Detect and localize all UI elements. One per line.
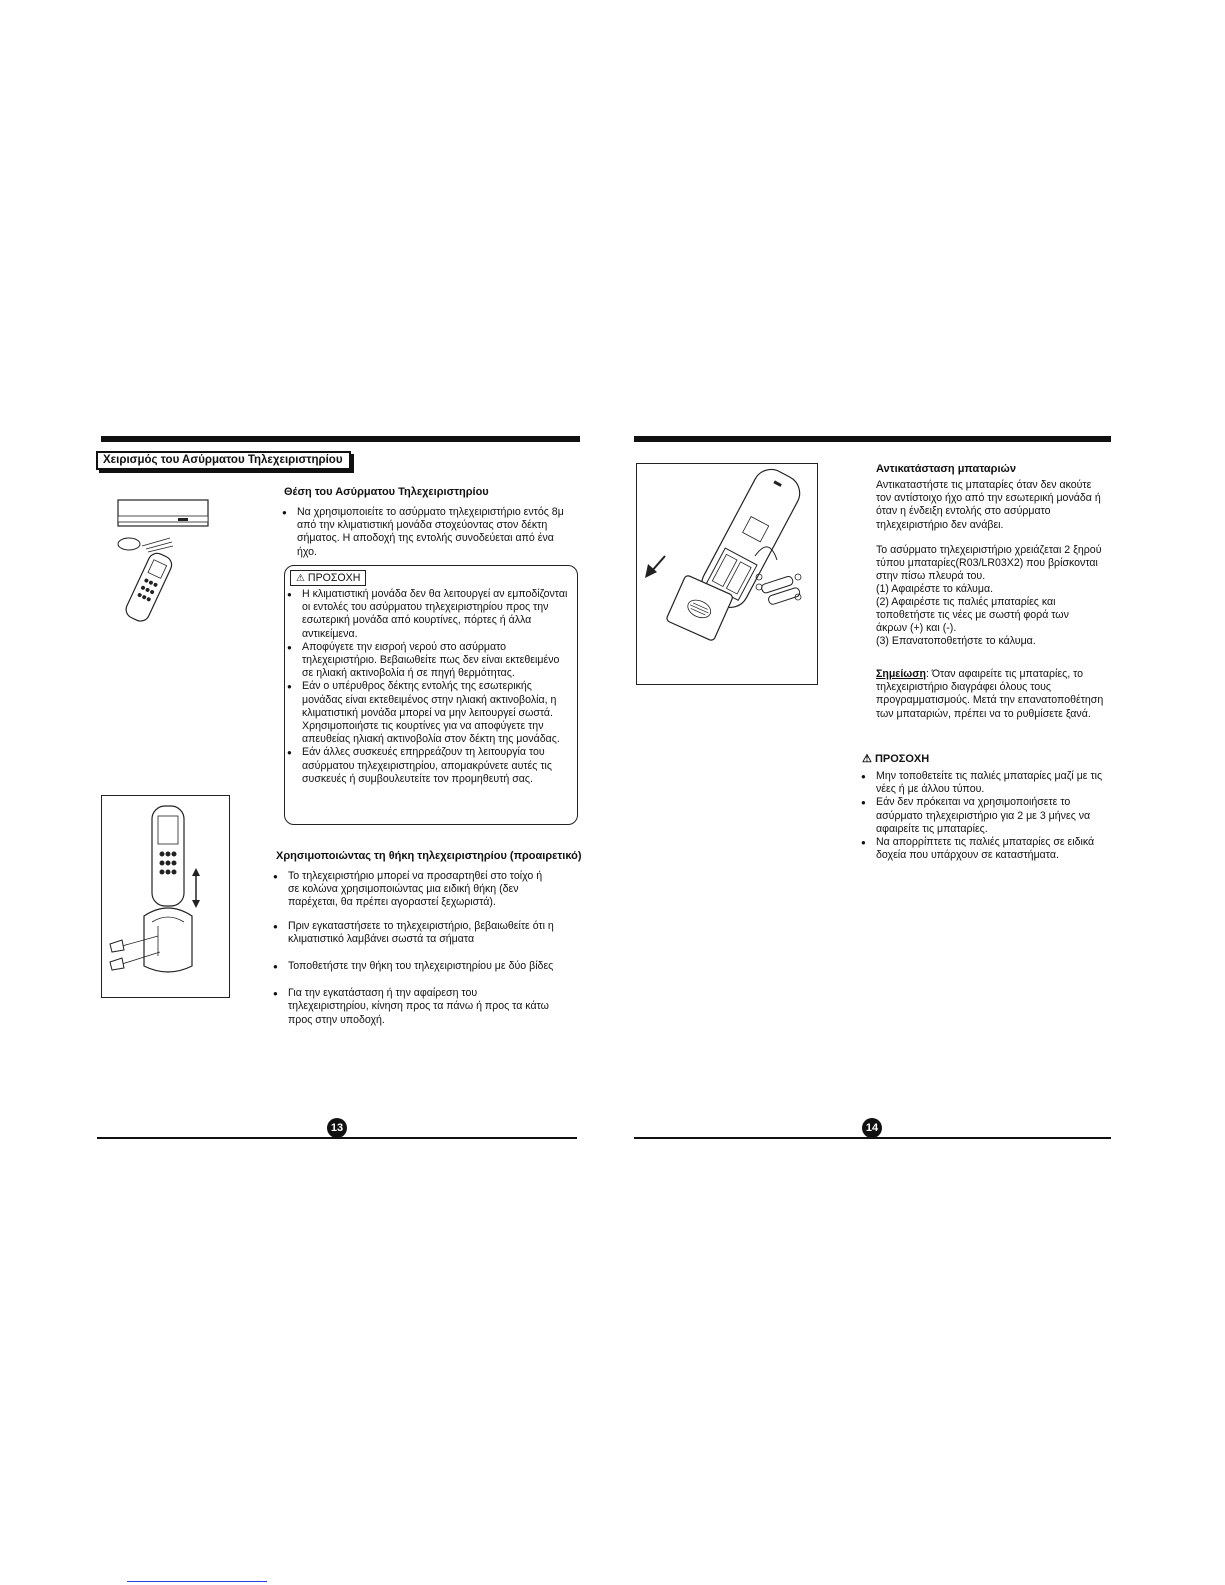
caution-list-right bbox=[859, 770, 1111, 862]
note-text: : Όταν αφαιρείτε τις μπαταρίες, το τηλεχειριστήριο διαγράφει όλους τους προγραμματισμούς. Μετά την επανατοποθέτηση των μπαταριών, πρέπει να το ρυθμίσετε ξανά. bbox=[876, 668, 1104, 720]
right-bottom-rule bbox=[634, 1137, 1111, 1139]
battery-step-2: (2) Αφαιρέστε τις παλιές μπαταρίες και τοποθετήστε τις νέες με σωστή φορά των άκρων (+) και (-). bbox=[876, 596, 1069, 635]
list-item: ● Εάν ο υπέρυθρος δέκτης εντολής της εσωτερικής μονάδας είναι εκτεθειμένος στην ηλιακή ακτινοβολία, η κλιματιστική μονάδα μπορεί να μην λειτουργεί σωστά. Χρησιμοποιήστε τις κουρτίνες για να αποφύγετε την απευθείας ηλιακή ακτινοβολία στον δέκτη της μονάδας. bbox=[285, 680, 570, 746]
left-top-rule bbox=[101, 436, 580, 442]
note-label: Σημείωση bbox=[876, 668, 926, 680]
remote-holder-illustration bbox=[101, 795, 230, 998]
page-number-right: 14 bbox=[862, 1118, 882, 1138]
list-item: ● Μην τοποθετείτε τις παλιές μπαταρίες μαζί με τις νέες ή με άλλου τύπου. bbox=[859, 770, 1111, 796]
position-list bbox=[280, 506, 572, 559]
battery-step-3: (3) Επανατοποθετήστε το κάλυμα. bbox=[876, 635, 1036, 647]
battery-heading: Αντικατάσταση μπαταριών bbox=[876, 463, 1016, 475]
list-item: ● Το τηλεχειριστήριο μπορεί να προσαρτηθεί στο τοίχο ή σε κολώνα χρησιμοποιώντας μια ειδική θήκη (δεν παρέχεται, θα πρέπει αγοραστεί ξεχωριστά). bbox=[271, 870, 556, 910]
caution-tag bbox=[290, 570, 366, 586]
ac-remote-illustration bbox=[110, 494, 220, 629]
holder-list bbox=[271, 870, 556, 1027]
caution-list bbox=[285, 588, 570, 786]
battery-note bbox=[876, 668, 1108, 721]
list-item: ● Να χρησιμοποιείτε το ασύρματο τηλεχειριστήριο εντός 8μ από την κλιματιστική μονάδα στοχεύοντας στον δέκτη σήματος. Η αποδοχή της εντολής συνοδεύεται από ένα ήχο. bbox=[280, 506, 572, 559]
list-item: ● Αποφύγετε την εισροή νερού στο ασύρματο τηλεχειριστήριο. Βεβαιωθείτε πως δεν είναι εκτεθειμένο σε ηλιακή ακτινοβολία ή σε πηγή θερμότητας. bbox=[285, 641, 570, 681]
right-top-rule bbox=[634, 436, 1111, 442]
caution-label: ΠΡΟΣΟΧΗ bbox=[307, 572, 361, 584]
battery-replacement-illustration bbox=[636, 463, 818, 685]
caution-label: ΠΡΟΣΟΧΗ bbox=[874, 753, 930, 765]
hyperlink-underline[interactable] bbox=[127, 1581, 267, 1582]
list-item: ● Εάν δεν πρόκειται να χρησιμοποιήσετε το ασύρματο τηλεχειριστήριο για 2 με 3 μήνες να αφαιρείτε τις μπαταρίες. bbox=[859, 796, 1111, 836]
position-heading: Θέση του Ασύρματου Τηλεχειριστηρίου bbox=[284, 486, 489, 498]
warning-triangle-icon: ⚠ bbox=[296, 573, 305, 584]
holder-heading: Χρησιμοποιώντας τη θήκη τηλεχειριστηρίου (προαιρετικό) bbox=[276, 850, 582, 862]
list-item: ● Πριν εγκαταστήσετε το τηλεχειριστήριο, βεβαιωθείτε ότι η κλιματιστικό λαμβάνει σωστά τα σήματα bbox=[271, 920, 556, 946]
left-bottom-rule bbox=[97, 1137, 577, 1139]
battery-step-1: (1) Αφαιρέστε το κάλυμα. bbox=[876, 583, 994, 595]
list-item: ● Για την εγκατάσταση ή την αφαίρεση του τηλεχειριστηρίου, κίνηση προς τα πάνω ή προς τα κάτω προς στην υποδοχή. bbox=[271, 987, 556, 1027]
list-item: ● Τοποθετήστε την θήκη του τηλεχειριστηρίου με δύο βίδες bbox=[271, 960, 556, 973]
list-item: ● Η κλιματιστική μονάδα δεν θα λειτουργεί αν εμποδίζονται οι εντολές του ασύρματου τηλεχειριστηρίου προς την εσωτερική μονάδα από κουρτίνες, πόρτες ή άλλα αντικείμενα. bbox=[285, 588, 570, 641]
list-item: ● Να απορρίπτετε τις παλιές μπαταρίες σε ειδικά δοχεία που υπάρχουν σε καταστήματα. bbox=[859, 836, 1111, 862]
battery-intro: Αντικαταστήστε τις μπαταρίες όταν δεν ακούτε τον αντίστοιχο ήχο από την εσωτερική μονάδα ή όταν η ένδειξη εντολής στο ασύρματο τηλεχειριστήριο δεν ανάβει. bbox=[876, 479, 1101, 531]
battery-requirements: Το ασύρματο τηλεχειριστήριο χρειάζεται 2 ξηρού τύπου μπαταρίες(R03/LR03X2) που βρίσκονται στην πίσω πλευρά του. bbox=[876, 544, 1102, 583]
page-number-left: 13 bbox=[327, 1118, 347, 1138]
caution-heading-right bbox=[862, 752, 929, 765]
warning-triangle-icon: ⚠ bbox=[862, 753, 872, 765]
list-item: ● Εάν άλλες συσκευές επηρρεάζουν τη λειτουργία του ασύρματου τηλεχειριστηρίου, απομακρύνετε αυτές τις συσκευές ή συμβουλευτείτε τον προμηθευτή σας. bbox=[285, 746, 570, 786]
section-title: Χειρισμός του Ασύρματου Τηλεχειριστηρίου bbox=[96, 451, 351, 470]
